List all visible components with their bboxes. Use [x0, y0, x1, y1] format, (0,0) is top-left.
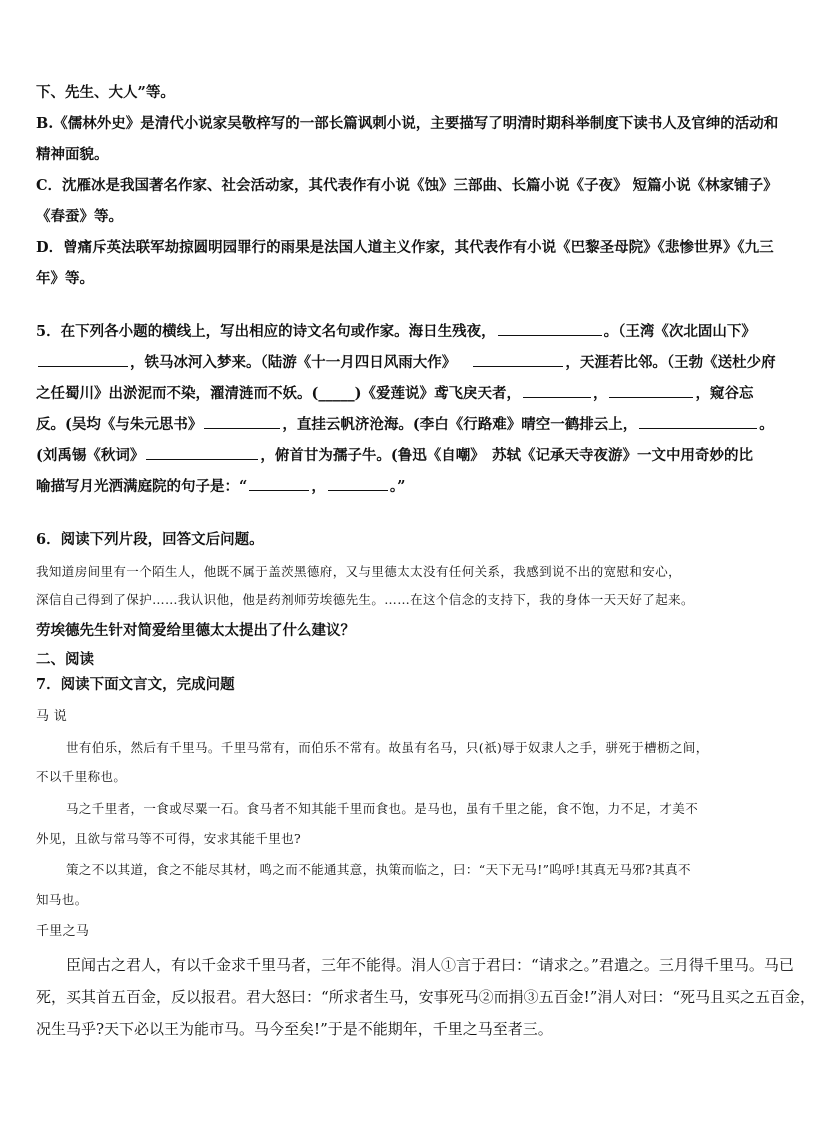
q5-line2: ，铁马冰河入梦来。（陆游《十一月四日风雨大作》 ，天涯若比邻。（王勃《送杜少府: [36, 354, 766, 372]
answer-blank: [328, 478, 388, 491]
q7-title: 7．阅读下面文言文，完成问题: [36, 676, 235, 693]
q5-line1: 5．在下列各小题的横线上，写出相应的诗文名句或作家。海日生残夜， 。（王湾《次北固山下》: [36, 323, 756, 340]
q4-option-b-line1: B.《儒林外史》是清代小说家吴敬梓写的一部长篇讽刺小说，主要描写了明清时期科举制度下读书人及官绅的活动和: [36, 115, 779, 132]
q5-line3: 之任蜀川》出淤泥而不染，濯清涟而不妖。(_____)《爱莲说》鸢飞戾天者， ， ，窥谷忘: [36, 385, 754, 402]
q6-question: 劳埃德先生针对简爱给里德太太提出了什么建议？: [36, 622, 355, 639]
q4-option-c-line2: 《春蚕》等。: [36, 208, 123, 225]
q4-option-c-line1: C．沈雁冰是我国著名作家、社会活动家，其代表作有小说《蚀》三部曲、长篇小说《子夜》 短篇小说《林家铺子》: [36, 177, 778, 194]
q4-option-d-line2: 年》等。: [36, 270, 94, 287]
q4-option-b-line2: 精神面貌。: [36, 146, 109, 163]
ma-shuo-para3-line2: 知马也。: [36, 892, 88, 907]
q4-option-d-line1: D．曾痛斥英法联军劫掠圆明园罪行的雨果是法国人道主义作家，其代表作有小说《巴黎圣母院》《悲惨世界》《九三: [36, 239, 774, 256]
answer-blank: [249, 478, 309, 491]
qianli-para-line1: 臣闻古之君人，有以千金求千里马者，三年不能得。涓人①言于君曰：“请求之。”君遣之。三月得千里马。马已: [66, 956, 794, 974]
text1-heading: 马 说: [36, 709, 68, 724]
answer-blank: [146, 447, 258, 460]
answer-blank: [639, 416, 757, 429]
q5-line4: 反。(吴均《与朱元思书》 ，直挂云帆济沧海。(李白《行路难》晴空一鹤排云上， 。: [36, 416, 774, 433]
ma-shuo-para1-line1: 世有伯乐，然后有千里马。千里马常有，而伯乐不常有。故虽有名马，只(祇)辱于奴隶人之手，骈死于槽枥之间，: [66, 740, 709, 755]
answer-blank: [523, 385, 591, 398]
q6-title: 6．阅读下列片段，回答文后问题。: [36, 531, 264, 548]
q6-passage-line2: 深信自己得到了保护……我认识他，他是药剂师劳埃德先生。……在这个信念的支持下，我的身体一天天好了起来。: [36, 592, 694, 607]
ma-shuo-para2-line1: 马之千里者，一食或尽粟一石。食马者不知其能千里而食也。是马也，虽有千里之能，食不饱，力不足，才美不: [66, 801, 699, 816]
q6-passage-line1: 我知道房间里有一个陌生人，他既不属于盖茨黑德府，又与里德太太没有任何关系，我感到说不出的宽慰和安心，: [36, 564, 682, 579]
q4-continuation: 下、先生、大人”等。: [36, 84, 175, 101]
qianli-para-line2: 死，买其首五百金，反以报君。君大怒曰：“所求者生马，安事死马②而捐③五百金!”涓人对曰：“死马且买之五百金，: [36, 988, 815, 1006]
q5-line6: 喻描写月光洒满庭院的句子是：“ ， 。”: [36, 478, 406, 495]
section-heading: 二、阅读: [36, 651, 94, 668]
answer-blank: [498, 323, 602, 336]
q5-line5: (刘禹锡《秋词》 ，俯首甘为孺子牛。(鲁迅《自嘲》 苏轼《记承天寺夜游》一文中用奇妙的比: [36, 447, 753, 464]
answer-blank: [38, 354, 128, 367]
answer-blank: [609, 385, 693, 398]
text2-heading: 千里之马: [36, 924, 90, 939]
ma-shuo-para3-line1: 策之不以其道，食之不能尽其材，鸣之而不能通其意，执策而临之，曰：“天下无马!”呜呼!其真无马邪?其真不: [66, 862, 691, 877]
ma-shuo-para1-line2: 不以千里称也。: [36, 769, 127, 784]
qianli-para-line3: 况生马乎?天下必以王为能市马。马今至矣!”于是不能期年，千里之马至者三。: [36, 1020, 553, 1038]
answer-blank: [204, 416, 280, 429]
answer-blank: [473, 354, 563, 367]
ma-shuo-para2-line2: 外见，且欲与常马等不可得，安求其能千里也?: [36, 831, 302, 846]
